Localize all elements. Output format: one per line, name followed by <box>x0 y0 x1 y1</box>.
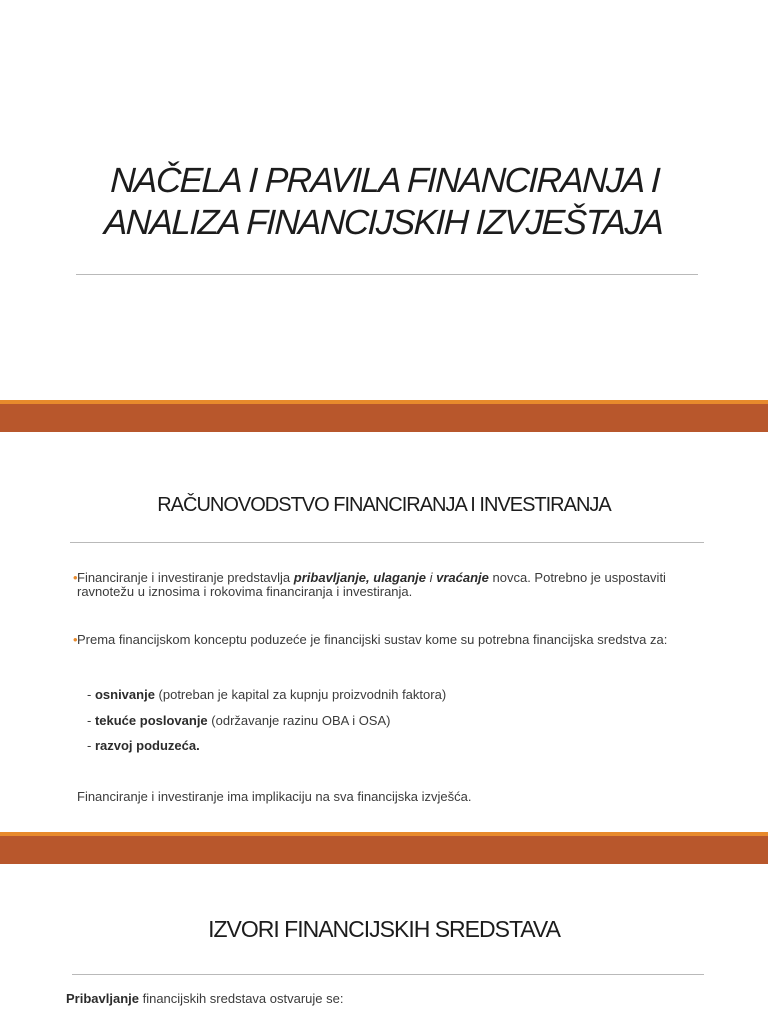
p1-bold-2: vraćanje <box>436 570 489 585</box>
paragraph-sources <box>66 991 343 1006</box>
list-item-bold: razvoj poduzeća <box>94 738 197 753</box>
p4-rest: financijskih sredstava ostvaruje se: <box>138 991 344 1006</box>
list-item <box>87 714 390 728</box>
title-divider <box>70 542 704 543</box>
slide-1-title-line-2: ANALIZA FINANCIJSKIH IZVJEŠTAJA <box>103 203 664 242</box>
p1-text: Financiranje i investiranje predstavlja <box>77 570 294 585</box>
list-dash: - <box>87 713 95 728</box>
paragraph-financing <box>73 570 687 599</box>
slide-3 <box>0 864 768 1024</box>
p1-connector: i <box>426 570 437 585</box>
p1-bold-1: pribavljanje, ulaganje <box>293 570 426 585</box>
bullet-icon: • <box>73 570 78 585</box>
slide-1-title <box>39 160 730 244</box>
slide-separator-band <box>0 832 768 864</box>
slide-1 <box>0 0 768 400</box>
paragraph-concept <box>73 632 687 647</box>
p1-rest: novca. Potrebno je uspostaviti ravnotežu u iznosima i rokovima financiranja i investiranja. <box>77 570 666 599</box>
slide-2 <box>0 432 768 832</box>
p4-bold: Pribavljanje <box>66 991 139 1006</box>
list-dash: - <box>87 738 95 753</box>
bullet-icon: • <box>73 632 78 647</box>
list-item <box>87 688 446 702</box>
slide-3-title: IZVORI FINANCIJSKIH SREDSTAVA <box>208 916 560 942</box>
slide-separator-band <box>0 400 768 432</box>
slide-1-title-line-1: NAČELA I PRAVILA FINANCIRANJA I <box>109 161 660 200</box>
list-item-bold: osnivanje <box>94 687 155 702</box>
list-item-rest: (potreban je kapital za kupnju proizvodnih faktora) <box>154 687 447 702</box>
title-divider <box>76 274 698 275</box>
list-item-rest: . <box>196 738 200 753</box>
slide-2-title: RAČUNOVODSTVO FINANCIRANJA I INVESTIRANJA <box>157 494 611 516</box>
title-divider <box>72 974 704 975</box>
list-item-rest: (održavanje razinu OBA i OSA) <box>207 713 391 728</box>
p2-text: Prema financijskom konceptu poduzeće je financijski sustav kome su potrebna financijska sredstva za: <box>77 632 668 647</box>
list-item-bold: tekuće poslovanje <box>94 713 208 728</box>
paragraph-implication: Financiranje i investiranje ima implikaciju na sva financijska izvješća. <box>77 789 472 804</box>
list-item <box>87 739 200 753</box>
list-dash: - <box>87 687 95 702</box>
